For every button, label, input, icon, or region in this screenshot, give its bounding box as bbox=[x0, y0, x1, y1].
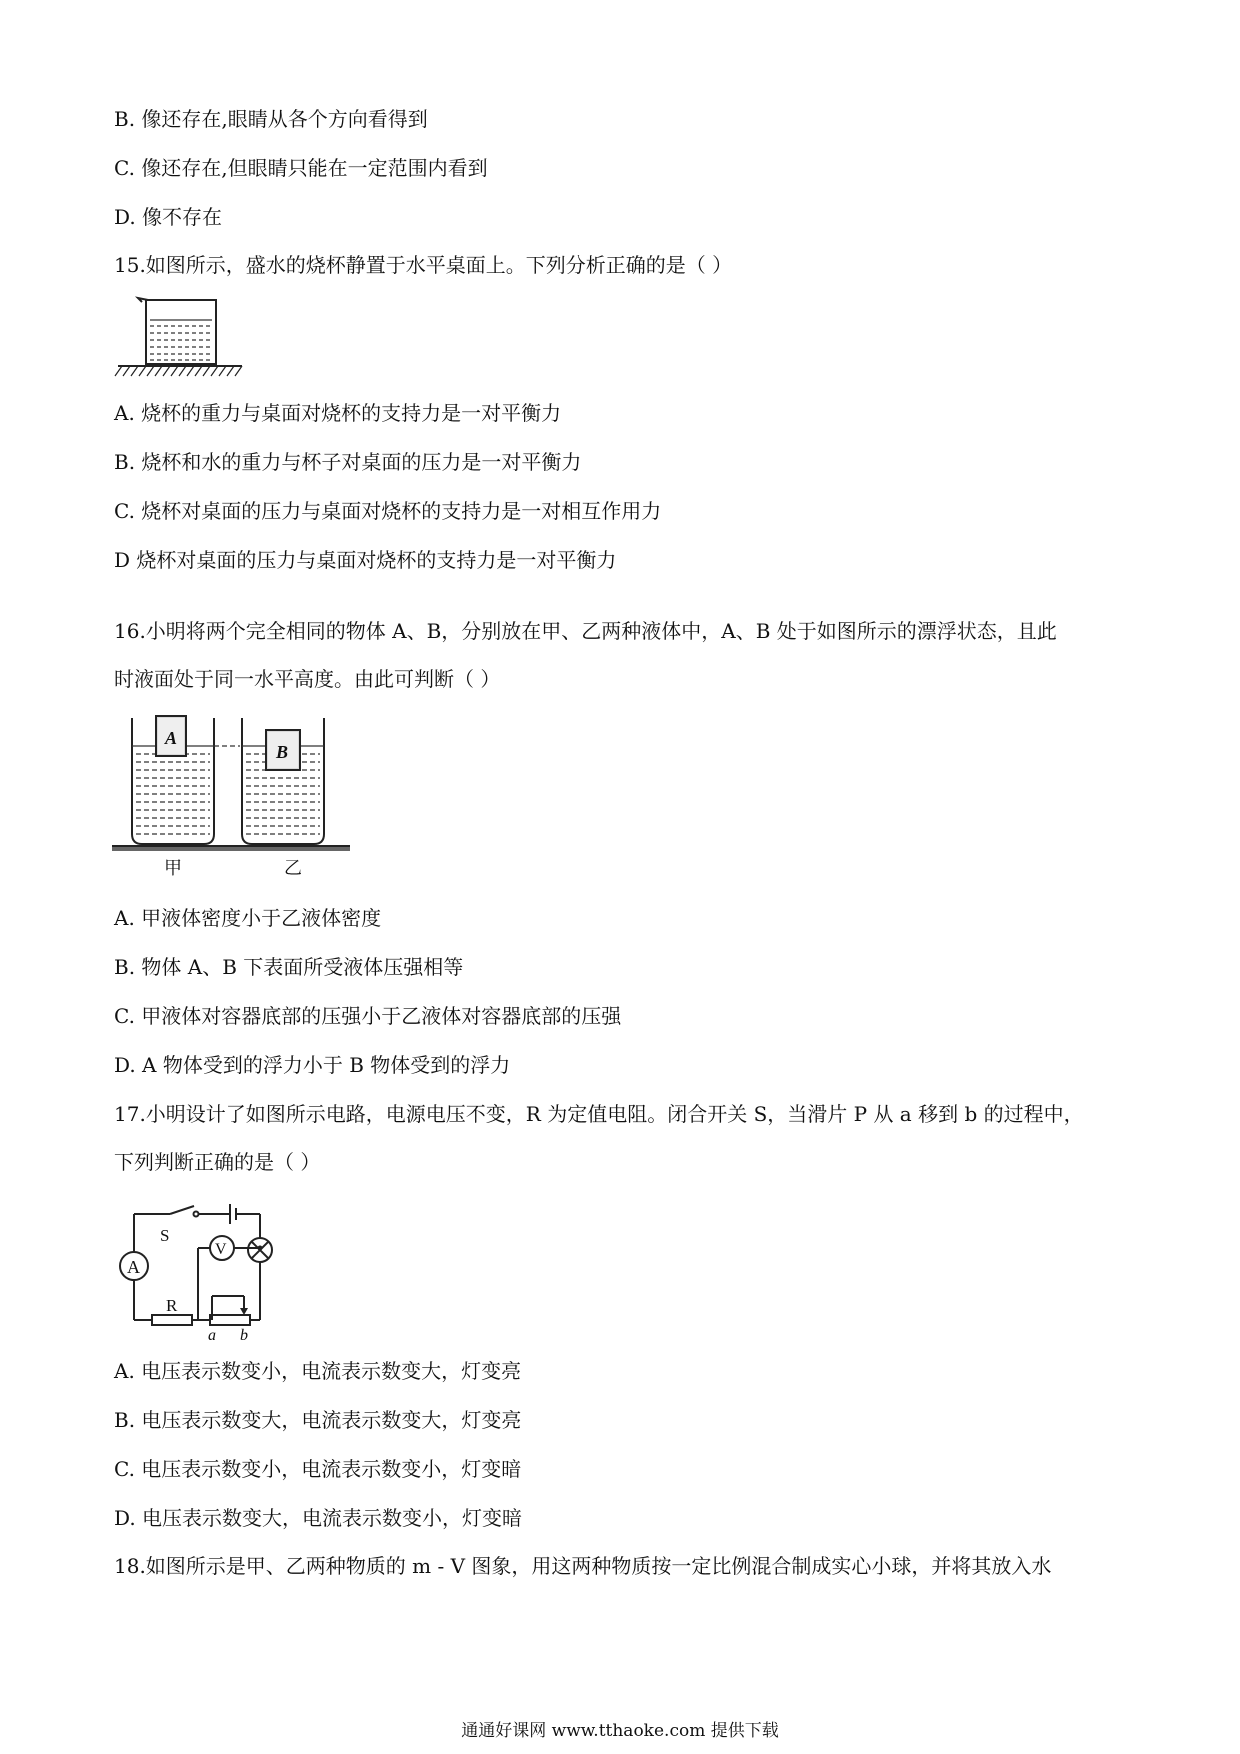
q17-end-a-label: a bbox=[208, 1327, 216, 1340]
q14-option-c: C. 像还存在,但眼睛只能在一定范围内看到 bbox=[114, 156, 488, 180]
q16-containers-figure bbox=[110, 710, 360, 885]
q15-option-c: C. 烧杯对桌面的压力与桌面对烧杯的支持力是一对相互作用力 bbox=[114, 499, 662, 523]
q18-stem: 18.如图所示是甲、乙两种物质的 m - V 图象，用这两种物质按一定比例混合制成实心小球，并将其放入水 bbox=[114, 1554, 1052, 1578]
q16-block-a-label: A bbox=[165, 728, 178, 748]
q17-option-b: B. 电压表示数变大，电流表示数变大，灯变亮 bbox=[114, 1408, 522, 1432]
q17-voltmeter-label: V bbox=[215, 1241, 227, 1258]
q16-label-jia: 甲 bbox=[164, 858, 182, 878]
q17-resistor-label: R bbox=[166, 1296, 178, 1315]
q17-option-a: A. 电压表示数变小，电流表示数变大，灯变亮 bbox=[114, 1359, 522, 1383]
q15-beaker-figure bbox=[112, 296, 252, 387]
q16-stem-line2: 时液面处于同一水平高度。由此可判断（ ） bbox=[114, 667, 501, 691]
q17-ammeter-label: A bbox=[127, 1257, 140, 1277]
q17-stem-line1: 17.小明设计了如图所示电路，电源电压不变，R 为定值电阻。闭合开关 S，当滑片 P 从 a 移到 b 的过程中， bbox=[114, 1102, 1084, 1126]
q16-option-b: B. 物体 A、B 下表面所受液体压强相等 bbox=[114, 955, 464, 979]
page-footer: 通通好课网 www.tthaoke.com 提供下载 bbox=[461, 1721, 779, 1741]
q16-option-c: C. 甲液体对容器底部的压强小于乙液体对容器底部的压强 bbox=[114, 1004, 622, 1028]
q17-end-b-label: b bbox=[240, 1327, 248, 1340]
q15-stem: 15.如图所示，盛水的烧杯静置于水平桌面上。下列分析正确的是（ ） bbox=[114, 253, 733, 277]
q15-option-a: A. 烧杯的重力与桌面对烧杯的支持力是一对平衡力 bbox=[114, 401, 562, 425]
q16-option-a: A. 甲液体密度小于乙液体密度 bbox=[114, 906, 382, 930]
q17-circuit-figure bbox=[112, 1196, 312, 1345]
q17-switch-label: S bbox=[160, 1226, 170, 1245]
q14-option-b: B. 像还存在,眼睛从各个方向看得到 bbox=[114, 107, 428, 131]
q16-stem-line1: 16.小明将两个完全相同的物体 A、B，分别放在甲、乙两种液体中，A、B 处于如图所示的漂浮状态，且此 bbox=[114, 619, 1057, 643]
q14-option-d: D. 像不存在 bbox=[114, 205, 223, 229]
q17-option-d: D. 电压表示数变大，电流表示数变小，灯变暗 bbox=[114, 1506, 523, 1530]
q16-label-yi: 乙 bbox=[284, 858, 302, 878]
q16-block-b-label: B bbox=[276, 742, 289, 762]
q17-stem-line2: 下列判断正确的是（ ） bbox=[114, 1150, 321, 1174]
q15-option-d: D 烧杯对桌面的压力与桌面对烧杯的支持力是一对平衡力 bbox=[114, 548, 617, 572]
q15-option-b: B. 烧杯和水的重力与杯子对桌面的压力是一对平衡力 bbox=[114, 450, 582, 474]
q17-option-c: C. 电压表示数变小，电流表示数变小，灯变暗 bbox=[114, 1457, 522, 1481]
q16-option-d: D. A 物体受到的浮力小于 B 物体受到的浮力 bbox=[114, 1053, 511, 1077]
